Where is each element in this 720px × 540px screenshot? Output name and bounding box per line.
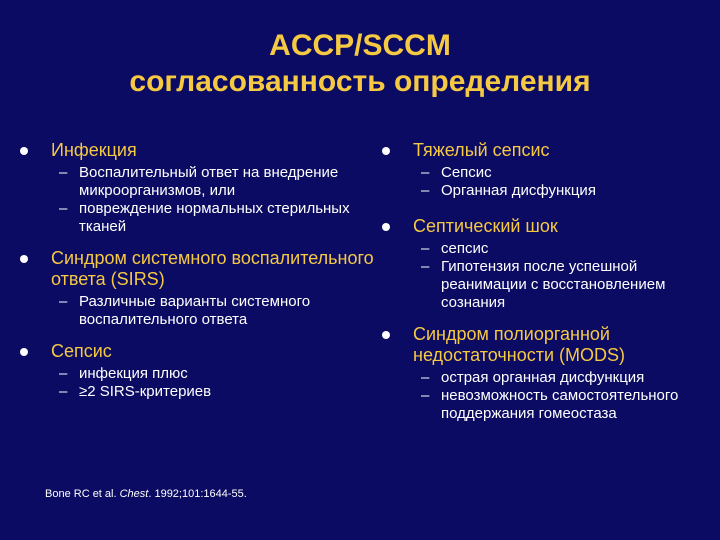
dash-icon: – bbox=[59, 383, 68, 400]
bullet-icon bbox=[20, 255, 28, 263]
sub-item-text: Гипотензия после успешной реанимации с восстановлением сознания bbox=[441, 258, 666, 311]
item-heading: Септический шок bbox=[413, 216, 558, 236]
citation bbox=[45, 487, 247, 501]
bullet-icon bbox=[382, 223, 390, 231]
sub-item-text: Органная дисфункция bbox=[441, 182, 596, 199]
right-column bbox=[380, 140, 710, 423]
sub-item-text: ≥2 SIRS-критериев bbox=[79, 383, 212, 400]
dash-icon: – bbox=[421, 387, 430, 404]
dash-icon: – bbox=[421, 258, 430, 275]
bullet-icon bbox=[20, 348, 28, 356]
sub-item-text: острая органная дисфункция bbox=[441, 369, 645, 386]
dash-icon: – bbox=[421, 369, 430, 386]
dash-icon: – bbox=[59, 164, 68, 181]
dash-icon: – bbox=[59, 365, 68, 382]
citation-authors: Bone RC et al. bbox=[45, 488, 120, 500]
dash-icon: – bbox=[59, 293, 68, 310]
dash-icon: – bbox=[59, 200, 68, 217]
bullet-icon bbox=[382, 147, 390, 155]
sub-item-text: инфекция плюс bbox=[79, 365, 188, 382]
item-heading: Синдром полиорганной недостаточности (MODS) bbox=[413, 324, 626, 365]
left-column bbox=[18, 140, 374, 401]
sub-item-text: сепсис bbox=[441, 240, 489, 257]
item-infection bbox=[18, 140, 351, 236]
item-heading: Инфекция bbox=[51, 140, 137, 160]
sub-item bbox=[51, 164, 351, 200]
sub-item-text: невозможность самостоятельного поддержания гомеостаза bbox=[441, 387, 679, 422]
dash-icon: – bbox=[421, 164, 430, 181]
sub-item bbox=[413, 387, 681, 423]
sub-item bbox=[413, 258, 718, 312]
item-septic-shock bbox=[380, 216, 718, 312]
slide-title bbox=[0, 28, 720, 100]
sub-item bbox=[413, 164, 713, 182]
citation-journal: Chest bbox=[119, 488, 149, 500]
dash-icon: – bbox=[421, 240, 430, 257]
item-heading: Сепсис bbox=[51, 341, 112, 361]
sub-item bbox=[413, 240, 718, 258]
sub-item bbox=[413, 369, 720, 387]
item-severe-sepsis bbox=[380, 140, 713, 200]
dash-icon: – bbox=[421, 182, 430, 199]
sub-item bbox=[51, 293, 329, 329]
sub-item bbox=[51, 365, 351, 383]
item-sirs bbox=[18, 248, 381, 329]
item-mods bbox=[380, 324, 720, 423]
sub-item-text: повреждение нормальных стерильных тканей bbox=[79, 200, 350, 235]
citation-details: . 1992;101:1644-55. bbox=[148, 488, 247, 500]
sub-item-text: Различные варианты системного воспалительного ответа bbox=[79, 293, 311, 328]
sub-item bbox=[51, 200, 351, 236]
title-line-1: ACCP/SCCM bbox=[269, 29, 451, 62]
item-heading: Тяжелый сепсис bbox=[413, 140, 550, 160]
sub-item-text: Сепсис bbox=[441, 164, 492, 181]
bullet-icon bbox=[20, 147, 28, 155]
title-line-2: согласованность определения bbox=[129, 65, 591, 98]
sub-item bbox=[51, 383, 351, 401]
item-heading: Синдром системного воспалительного ответа (SIRS) bbox=[51, 248, 374, 289]
item-sepsis bbox=[18, 341, 351, 401]
sub-item bbox=[413, 182, 713, 200]
bullet-icon bbox=[382, 331, 390, 339]
sub-item-text: Воспалительный ответ на внедрение микроорганизмов, или bbox=[79, 164, 339, 199]
